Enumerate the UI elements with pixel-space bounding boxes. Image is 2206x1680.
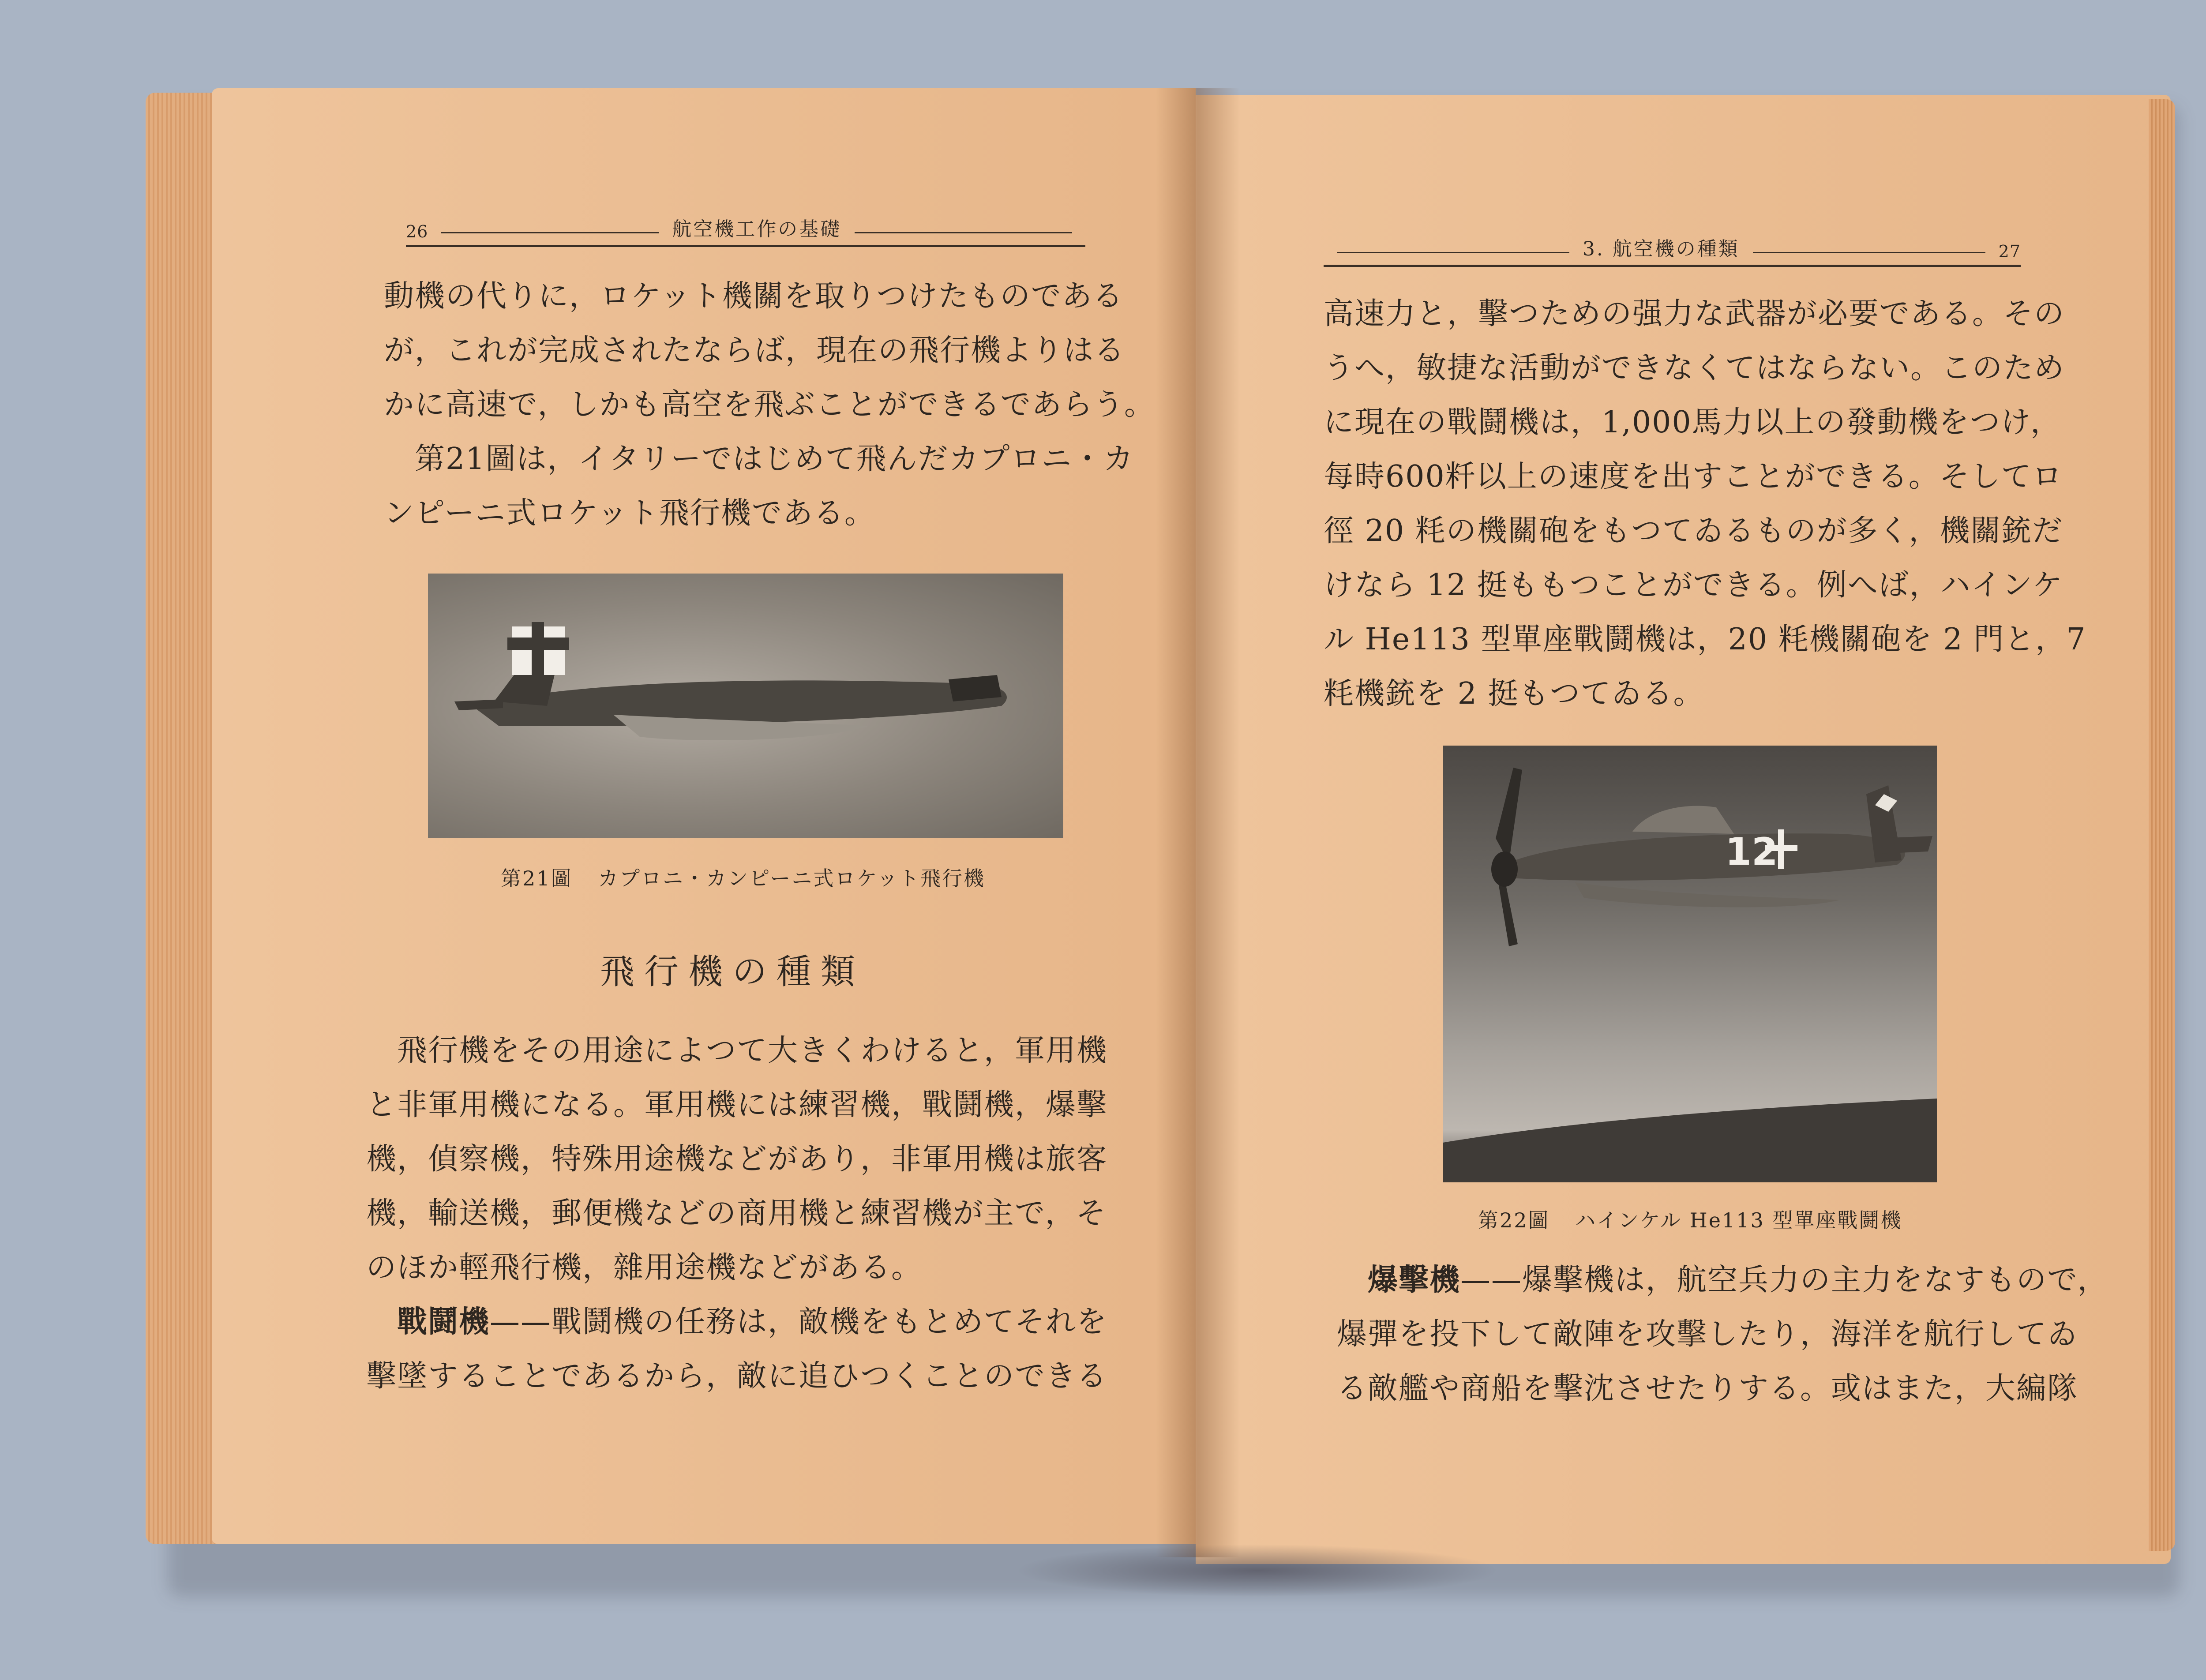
header-rule — [441, 232, 659, 233]
header-rule — [855, 232, 1072, 233]
book-gutter — [1156, 88, 1240, 1557]
aircraft-marking: 12 — [1725, 830, 1778, 874]
text-line — [366, 1295, 1107, 1349]
text-line: 粍機銃を 2 挺もつてゐる。 — [1324, 676, 1704, 711]
text-fragment: ——爆擊機は，航空兵力の主力をなすもので， — [1460, 1263, 2108, 1298]
right-body-text-bottom — [1337, 1253, 2108, 1416]
bomber-term: 爆擊機 — [1368, 1262, 1461, 1298]
left-running-title: 航空機工作の基礎 — [672, 218, 842, 240]
left-running-header — [406, 216, 1085, 247]
text-line: 徑 20 粍の機關砲をもつてゐるものが多く，機關銃だ — [1324, 514, 2063, 548]
left-body-text-top — [384, 269, 1155, 540]
figure-22-caption — [1478, 1204, 1902, 1234]
text-line — [1337, 1253, 2108, 1307]
figure-22-number: 第22圖 — [1478, 1208, 1550, 1232]
text-line: けなら 12 挺ももつことができる。例へば，ハインケ — [1324, 568, 2063, 603]
header-rule — [1753, 252, 1985, 253]
right-page-edges — [2149, 99, 2175, 1551]
figure-22-fighter-photo — [1443, 746, 1937, 1182]
text-line: 爆彈を投下して敵陣を攻擊したり，海洋を航行してゐ — [1337, 1317, 2078, 1352]
figure-21-rocket-plane-photo — [428, 574, 1063, 838]
text-line: 高速力と，擊つための强力な武器が必要である。その — [1324, 296, 2065, 331]
left-page-number: 26 — [406, 222, 428, 241]
text-line: 機，偵察機，特殊用途機などがあり，非軍用機は旅客 — [366, 1142, 1108, 1177]
text-line: に現在の戰鬪機は，1,000馬力以上の發動機をつけ， — [1324, 405, 2061, 440]
section-title: 飛行機の種類 — [600, 952, 865, 992]
text-line: ル He113 型單座戰鬪機は，20 粍機關砲を 2 門と，7 — [1324, 622, 2086, 657]
text-line: 飛行機をその用途によつて大きくわけると，軍用機 — [397, 1033, 1108, 1068]
figure-21-caption — [501, 862, 985, 892]
fighter-term: 戰鬪機 — [397, 1304, 490, 1339]
right-body-text-top — [1324, 287, 2086, 721]
text-line: が，これが完成されたならば，現在の飛行機よりはる — [384, 333, 1126, 368]
text-fragment: ——戰鬪機の任務は，敵機をもとめてそれを — [490, 1305, 1108, 1339]
page-curl-shadow — [1015, 1544, 1500, 1597]
figure-22-caption-text: ハインケル He113 型單座戰鬪機 — [1575, 1208, 1902, 1232]
text-line: のほか輕飛行機，雜用途機などがある。 — [366, 1250, 923, 1285]
figure-21-caption-text: カプロニ・カンピーニ式ロケット飛行機 — [598, 866, 986, 890]
text-line: 擊墜することであるから，敵に追ひつくことのできる — [366, 1359, 1108, 1394]
text-line: 每時600粁以上の速度を出すことができる。そしてロ — [1324, 459, 2063, 494]
text-line: うへ，敏捷な活動ができなくてはならない。このため — [1324, 351, 2065, 386]
text-line: 機，輸送機，郵便機などの商用機と練習機が主で，そ — [366, 1196, 1107, 1231]
text-line: かに高速で，しかも高空を飛ぶことができるであらう。 — [384, 387, 1155, 422]
text-line: ンピーニ式ロケット飛行機である。 — [384, 496, 875, 531]
right-running-title: 3. 航空機の種類 — [1582, 238, 1740, 260]
text-line: 第21圖は，イタリーではじめて飛んだカプロニ・カ — [415, 442, 1134, 476]
right-running-header — [1324, 236, 2021, 267]
text-line: る敵艦や商船を擊沈させたりする。或はまた，大編隊 — [1337, 1371, 2078, 1406]
text-line: と非軍用機になる。軍用機には練習機，戰鬪機，爆擊 — [366, 1088, 1108, 1122]
figure-21-number: 第21圖 — [501, 866, 573, 890]
right-page-number: 27 — [1998, 242, 2021, 261]
text-line: 動機の代りに，ロケット機關を取りつけたものである — [384, 279, 1124, 314]
header-rule — [1337, 252, 1569, 253]
left-body-text-bottom — [366, 1024, 1107, 1403]
